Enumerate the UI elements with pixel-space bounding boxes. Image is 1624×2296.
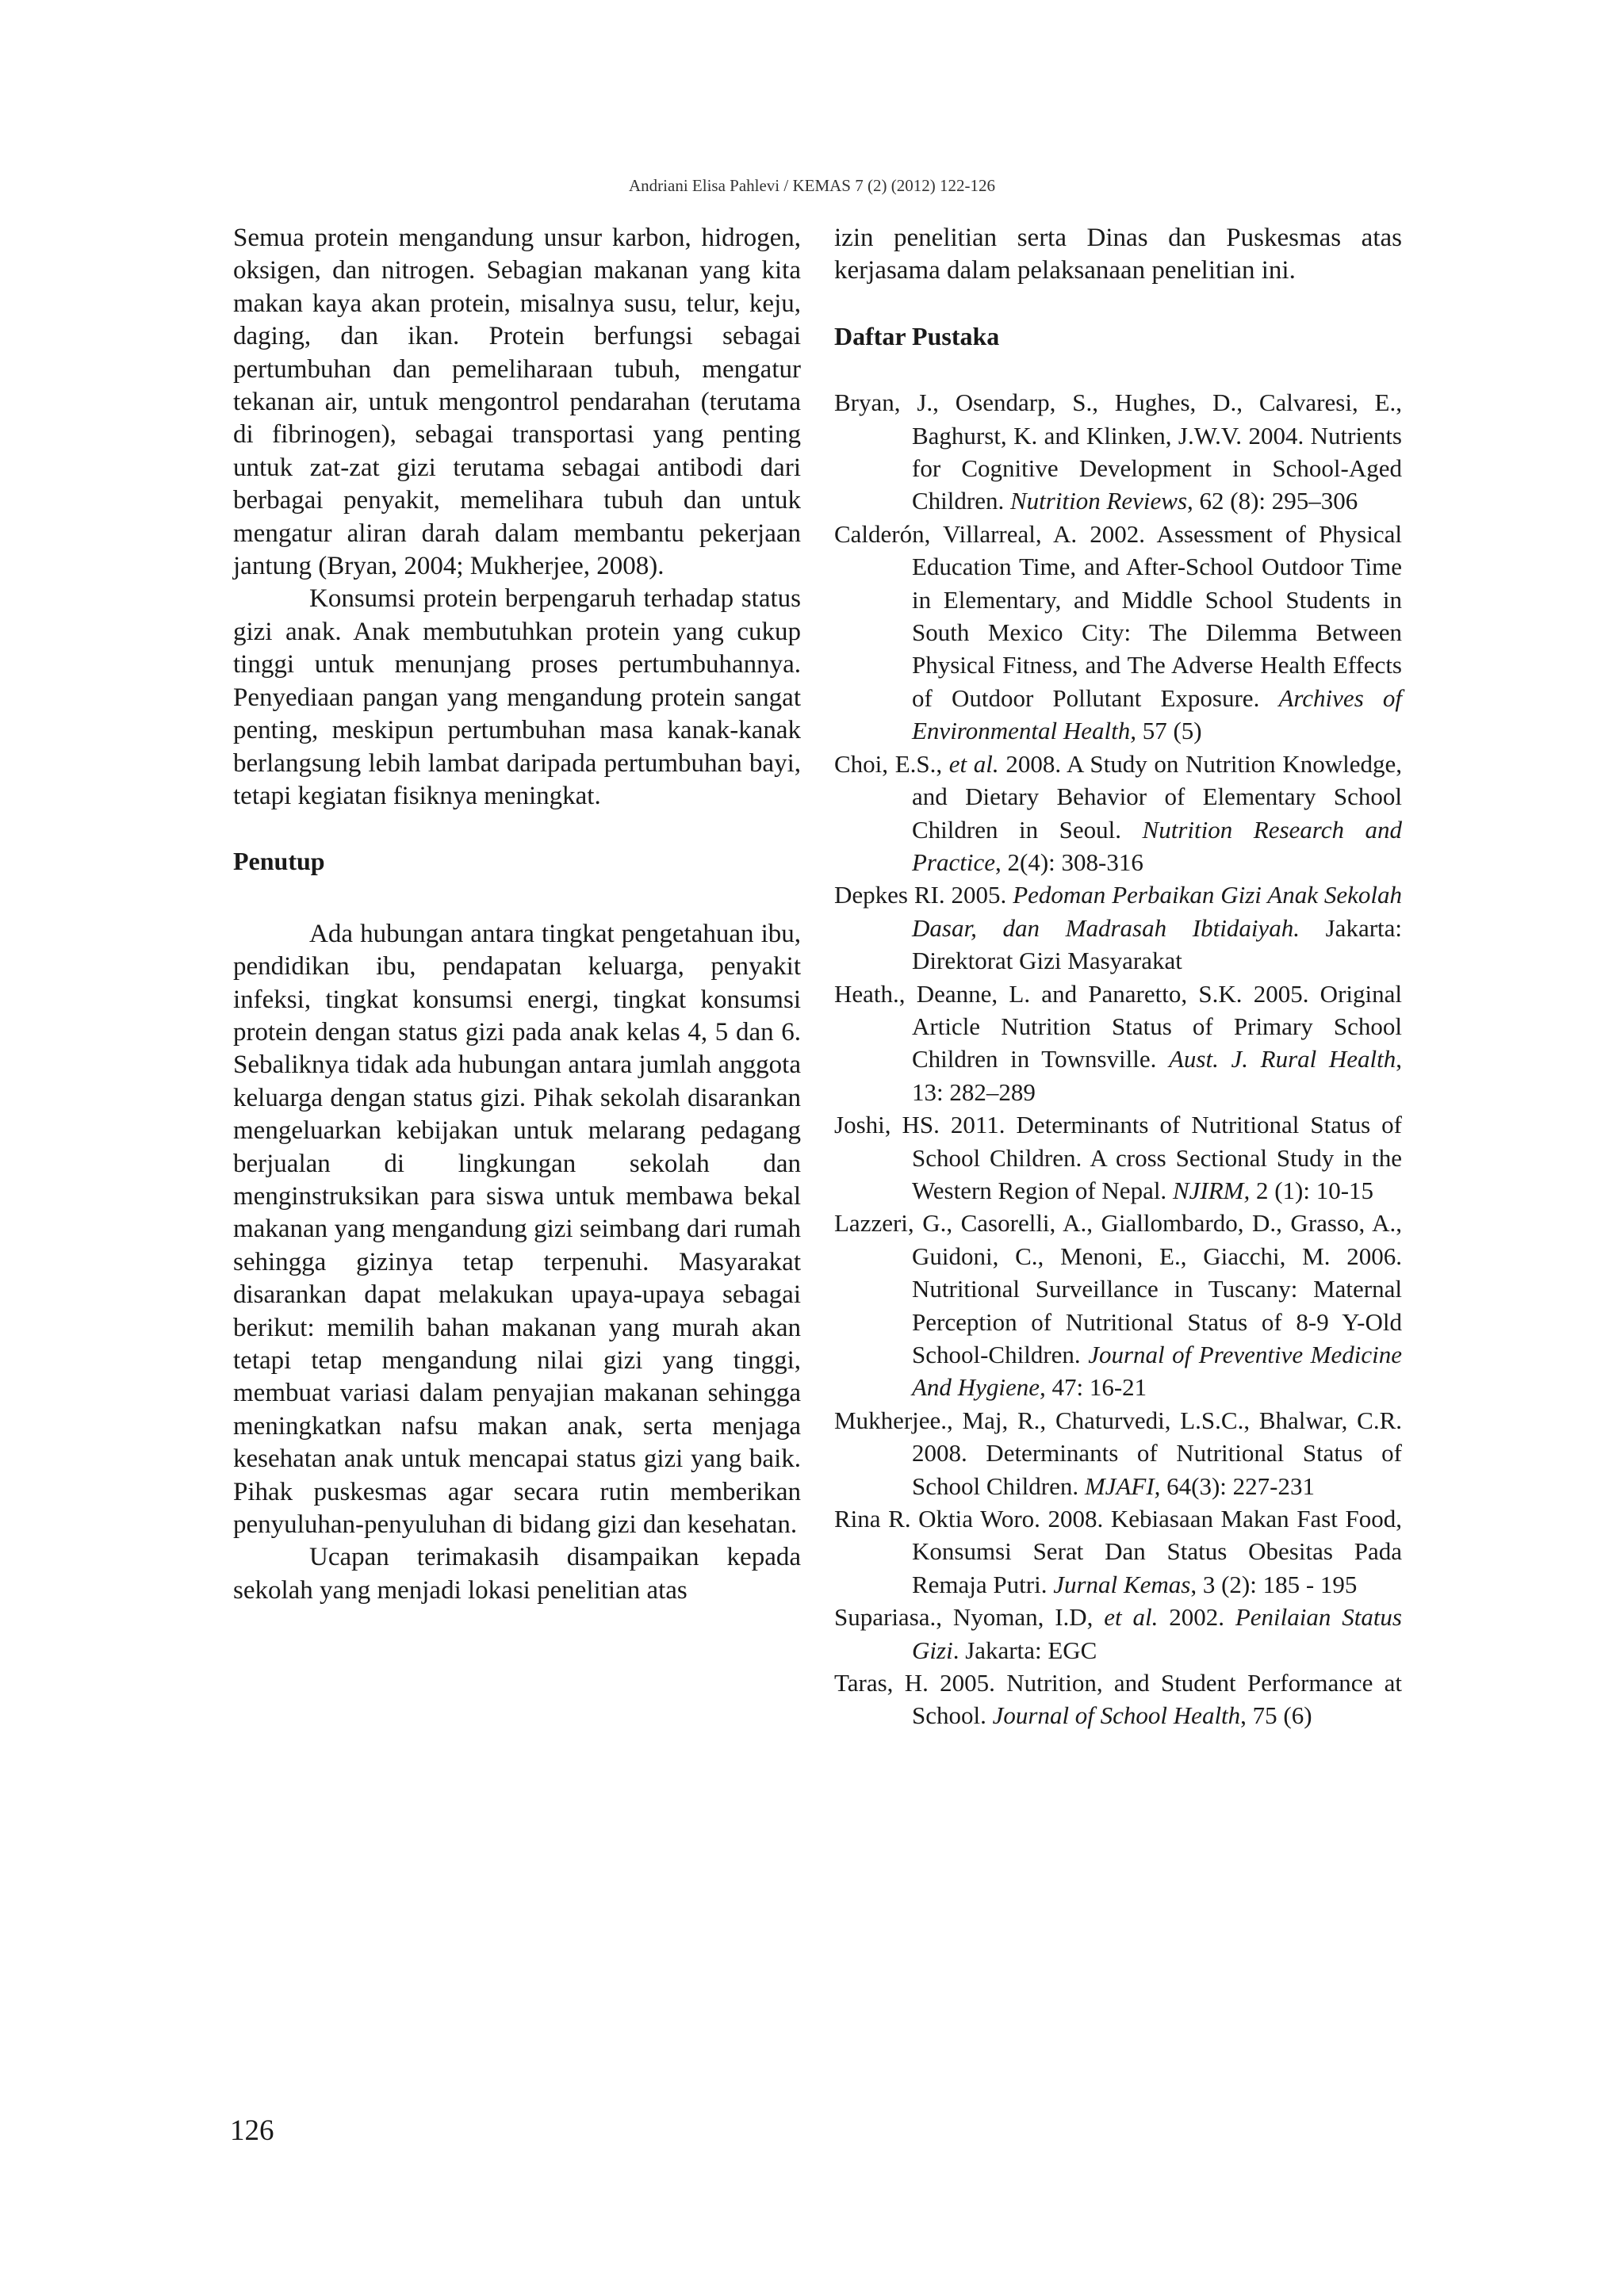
page-number: 126 (230, 2114, 274, 2147)
reference-list (834, 386, 1402, 1732)
reference-item: Choi, E.S., et al. 2008. A Study on Nutrition Knowledge, and Dietary Behavior of Elementary School Children in Seoul. Nutrition Research and Practice, 2(4): 308-316 (834, 749, 1402, 876)
body-paragraph-acknowledgment-cont: izin penelitian serta Dinas dan Puskesmas atas kerjasama dalam pelaksanaan penelitian ini. (834, 224, 1402, 285)
reference-item: Depkes RI. 2005. Pedoman Perbaikan Gizi Anak Sekolah Dasar, dan Madrasah Ibtidaiyah. Jakarta: Direktorat Gizi Masyarakat (834, 881, 1403, 975)
reference-item: Bryan, J., Osendarp, S., Hughes, D., Calvaresi, E., Baghurst, K. and Klinken, J.W.V. 2004. Nutrients for Cognitive Development in School-Aged Children. Nutrition Reviews, 62 (8): 295–306 (834, 388, 1402, 515)
reference-item: Supariasa., Nyoman, I.D, et al. 2002. Penilaian Status Gizi. Jakarta: EGC (834, 1603, 1402, 1664)
body-paragraph-acknowledgment: Ucapan terimakasih disampaikan kepada sekolah yang menjadi lokasi penelitian atas (233, 1543, 801, 1605)
reference-item: Mukherjee., Maj, R., Chaturvedi, L.S.C., Bhalwar, C.R. 2008. Determinants of Nutritional Status of School Children. MJAFI, 64(3): 227-231 (834, 1406, 1402, 1500)
body-paragraph-conclusion: Ada hubungan antara tingkat pengetahuan ibu, pendidikan ibu, pendapatan keluarga, penyakit infeksi, tingkat konsumsi energi, tingkat konsumsi protein dengan status gizi pada anak kelas 4, 5 dan 6. Sebaliknya tidak ada hubungan antara jumlah anggota keluarga dengan status gizi. Pihak sekolah disarankan mengeluarkan kebijakan untuk melarang pedagang berjualan di lingkungan sekolah dan menginstruksikan para siswa untuk membawa bekal makanan yang mengandung gizi seimbang dari rumah sehingga gizinya tetap terpenuhi. Masyarakat disarankan dapat melakukan upaya-upaya sebagai berikut: memilih bahan makanan yang murah akan tetapi tetap mengandung nilai gizi yang tinggi, membuat variasi dalam penyajian makanan sehingga meningkatkan nafsu makan anak, serta menjaga kesehatan anak untuk mencapai status gizi yang baik. Pihak puskesmas agar secara rutin memberikan penyuluhan-penyuluhan di bidang gizi dan kesehatan. (233, 919, 801, 1540)
right-column (834, 222, 1402, 1732)
reference-item: Calderón, Villarreal, A. 2002. Assessment of Physical Education Time, and After-School Outdoor Time in Elementary, and Middle School Students in South Mexico City: The Dilemma Between Physical Fitness, and The Adverse Health Effects of Outdoor Pollutant Exposure. Archives of Environmental Health, 57 (5) (834, 519, 1402, 745)
body-paragraph-konsumsi: Konsumsi protein berpengaruh terhadap status gizi anak. Anak membutuhkan protein yang cukup tinggi untuk menunjang proses pertumbuhannya. Penyediaan pangan yang mengandung protein sangat penting, meskipun pertumbuhan masa kanak-kanak berlangsung lebih lambat daripada pertumbuhan bayi, tetapi kegiatan fisiknya meningkat. (233, 584, 801, 810)
reference-item: Rina R. Oktia Woro. 2008. Kebiasaan Makan Fast Food, Konsumsi Serat Dan Status Obesitas Pada Remaja Putri. Jurnal Kemas, 3 (2): 185 - 195 (834, 1505, 1402, 1598)
reference-item: Lazzeri, G., Casorelli, A., Giallombardo, D., Grasso, A., Guidoni, C., Menoni, E., Giacchi, M. 2006. Nutritional Surveillance in Tuscany: Maternal Perception of Nutritional Status of 8-9 Y-Old School-Children. Journal of Preventive Medicine And Hygiene, 47: 16-21 (834, 1209, 1403, 1402)
running-header: Andriani Elisa Pahlevi / KEMAS 7 (2) (2012) 122-126 (629, 176, 995, 195)
reference-item: Joshi, HS. 2011. Determinants of Nutritional Status of School Children. A cross Sectional Study in the Western Region of Nepal. NJIRM, 2 (1): 10-15 (834, 1111, 1402, 1204)
left-column (233, 222, 801, 1607)
reference-item: Taras, H. 2005. Nutrition, and Student Performance at School. Journal of School Health, 75 (6) (834, 1669, 1402, 1730)
section-heading-penutup: Penutup (233, 847, 325, 876)
section-heading-daftar-pustaka: Daftar Pustaka (834, 321, 1000, 350)
reference-item: Heath., Deanne, L. and Panaretto, S.K. 2005. Original Article Nutrition Status of Primary School Children in Townsville. Aust. J. Rural Health, 13: 282–289 (834, 979, 1402, 1106)
body-paragraph-protein: Semua protein mengandung unsur karbon, hidrogen, oksigen, dan nitrogen. Sebagian makanan yang kita makan kaya akan protein, misalnya susu, telur, keju, daging, dan ikan. Protein berfungsi sebagai pertumbuhan dan pemeliharaan tubuh, mengatur tekanan air, untuk mengontrol pendarahan (terutama di fibrinogen), sebagai transportasi yang penting untuk zat-zat gizi terutama sebagai antibodi dari berbagai penyakit, memelihara tubuh dan untuk mengatur aliran darah dalam membantu pekerjaan jantung (Bryan, 2004; Mukherjee, 2008). (233, 224, 801, 581)
